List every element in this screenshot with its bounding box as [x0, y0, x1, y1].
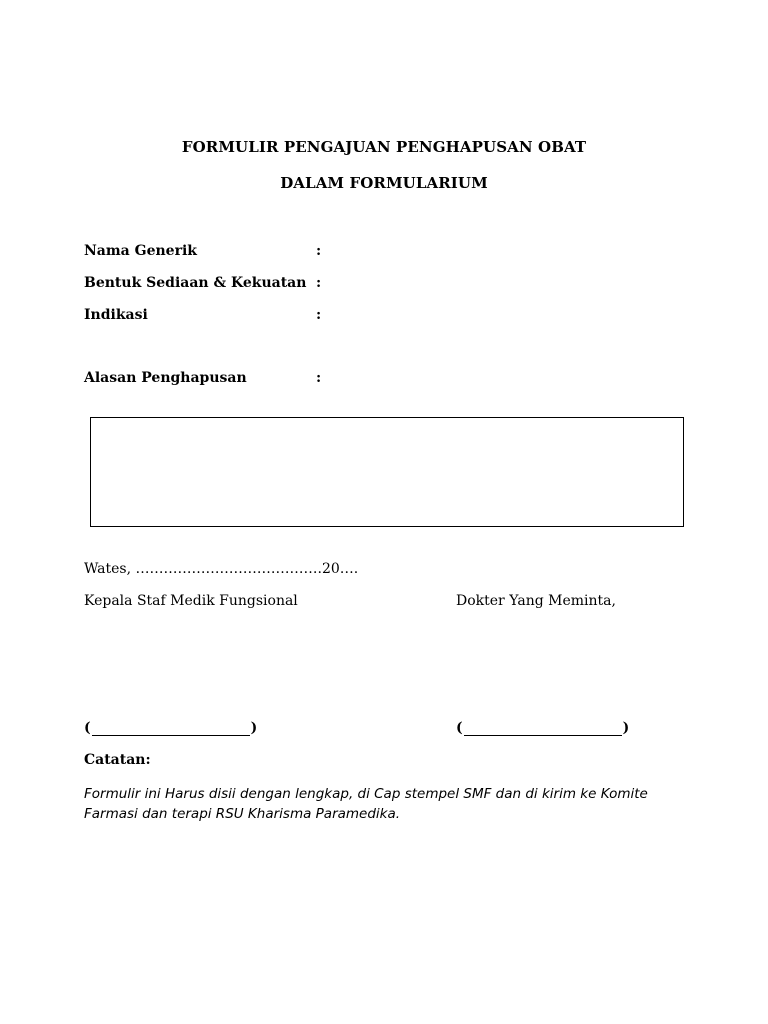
indication-label: Indikasi — [84, 307, 148, 323]
close-paren: ) — [250, 720, 258, 736]
dosage-form-label: Bentuk Sediaan & Kekuatan — [84, 275, 307, 291]
generic-name-colon: : — [316, 243, 322, 259]
open-paren: ( — [84, 720, 91, 736]
close-paren: ) — [622, 720, 630, 736]
deletion-reason-label: Alasan Penghapusan — [84, 370, 247, 386]
deletion-reason-box[interactable] — [90, 417, 684, 527]
dosage-form-colon: : — [316, 275, 322, 291]
requesting-doctor-title: Dokter Yang Meminta, — [456, 593, 616, 609]
deletion-reason-colon: : — [316, 370, 322, 386]
open-paren: ( — [456, 720, 463, 736]
note-title: Catatan: — [84, 752, 151, 768]
generic-name-label: Nama Generik — [84, 243, 197, 259]
head-of-smf-signature-line[interactable] — [84, 720, 257, 736]
signature-blank — [464, 720, 622, 736]
note-text: Formulir ini Harus disii dengan lengkap, di Cap stempel SMF dan di kirim ke Komite Farmasi dan terapi RSU Kharisma Paramedika. — [84, 786, 648, 822]
head-of-smf-title: Kepala Staf Medik Fungsional — [84, 593, 298, 609]
indication-colon: : — [316, 307, 322, 323]
form-title-line-2: DALAM FORMULARIUM — [280, 174, 488, 192]
signature-blank — [92, 720, 250, 736]
requesting-doctor-signature-line[interactable] — [456, 720, 629, 736]
place-date-line: Wates, ………………………………….20…. — [84, 561, 359, 577]
form-title-line-1: FORMULIR PENGAJUAN PENGHAPUSAN OBAT — [181, 138, 587, 156]
